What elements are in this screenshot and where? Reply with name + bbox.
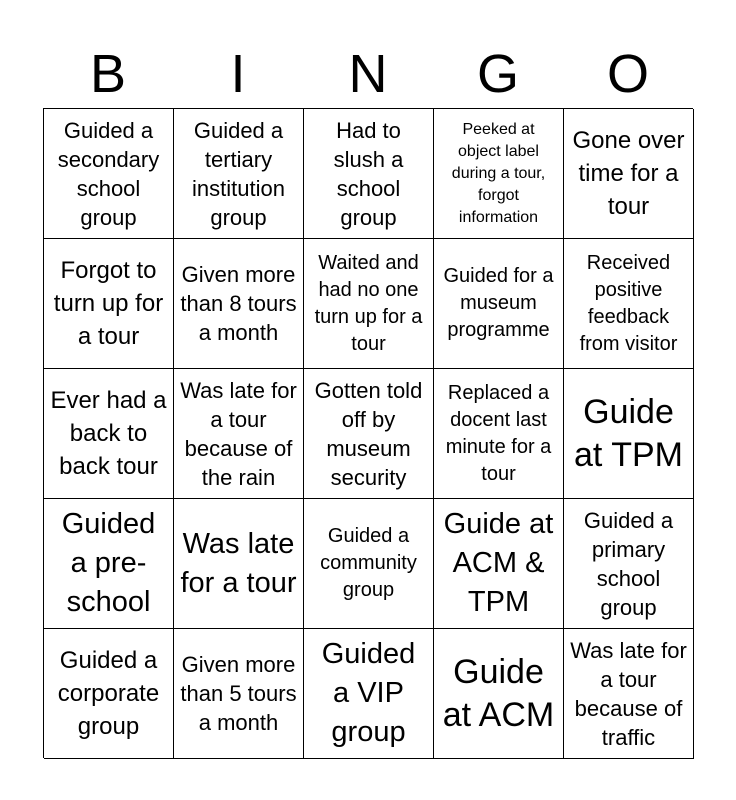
bingo-cell[interactable] [174, 499, 304, 629]
bingo-cell[interactable] [564, 369, 694, 499]
cell-text: Guided a pre-school [61, 508, 156, 618]
cell-text: Guided a VIP group [321, 638, 416, 748]
bingo-cell[interactable] [304, 499, 434, 629]
bingo-header [43, 40, 693, 108]
bingo-cell[interactable] [564, 109, 694, 239]
cell-text: Guide at TPM [574, 392, 683, 474]
bingo-cell[interactable] [174, 109, 304, 239]
bingo-cell[interactable] [44, 369, 174, 499]
cell-text: Received positive feedback from visitor [579, 251, 678, 355]
bingo-cell[interactable] [564, 499, 694, 629]
header-letter-i: I [230, 44, 246, 104]
bingo-cell[interactable] [304, 109, 434, 239]
bingo-cell[interactable] [564, 239, 694, 369]
cell-text: Forgot to turn up for a tour [53, 257, 164, 350]
cell-text: Was late for a tour because of the rain [180, 377, 297, 490]
cell-text: Peeked at object label during a tour, forgot information [451, 120, 546, 226]
cell-text: Was late for a tour [180, 527, 297, 599]
bingo-cell[interactable] [434, 629, 564, 759]
cell-text: Guided for a museum programme [443, 265, 554, 341]
cell-text: Was late for a tour because of traffic [570, 637, 687, 750]
bingo-cell[interactable] [174, 239, 304, 369]
bingo-cell[interactable] [564, 629, 694, 759]
cell-text: Guided a tertiary institution group [192, 117, 285, 230]
cell-text: Given more than 5 tours a month [180, 652, 297, 735]
cell-text: Guided a primary school group [583, 507, 674, 620]
bingo-cell[interactable] [434, 499, 564, 629]
cell-text: Guide at ACM [442, 652, 555, 734]
cell-text: Ever had a back to back tour [50, 387, 167, 480]
bingo-cell[interactable] [304, 629, 434, 759]
cell-text: Had to slush a school group [333, 117, 404, 230]
bingo-cell[interactable] [304, 239, 434, 369]
bingo-cell[interactable] [44, 629, 174, 759]
cell-text: Guided a corporate group [57, 647, 160, 740]
bingo-cell[interactable] [44, 239, 174, 369]
cell-text: Gone over time for a tour [572, 127, 685, 220]
bingo-cell[interactable] [434, 369, 564, 499]
bingo-board [43, 108, 693, 758]
header-letter-o: O [606, 44, 649, 104]
bingo-cell[interactable] [434, 109, 564, 239]
header-letter-b: B [89, 44, 127, 104]
header-letter-n: N [348, 44, 388, 104]
bingo-cell[interactable] [434, 239, 564, 369]
cell-text: Given more than 8 tours a month [180, 262, 297, 345]
cell-text: Guide at ACM & TPM [443, 508, 554, 618]
bingo-cell[interactable] [174, 369, 304, 499]
cell-text: Guided a community group [320, 525, 417, 601]
bingo-cell[interactable] [44, 499, 174, 629]
bingo-cell[interactable] [44, 109, 174, 239]
cell-text: Waited and had no one turn up for a tour [314, 251, 423, 355]
cell-text: Guided a secondary school group [57, 117, 160, 230]
bingo-cell[interactable] [174, 629, 304, 759]
bingo-cell[interactable] [304, 369, 434, 499]
cell-text: Replaced a docent last minute for a tour [445, 381, 552, 485]
cell-text: Gotten told off by museum security [314, 377, 423, 490]
header-letter-g: G [476, 44, 519, 104]
